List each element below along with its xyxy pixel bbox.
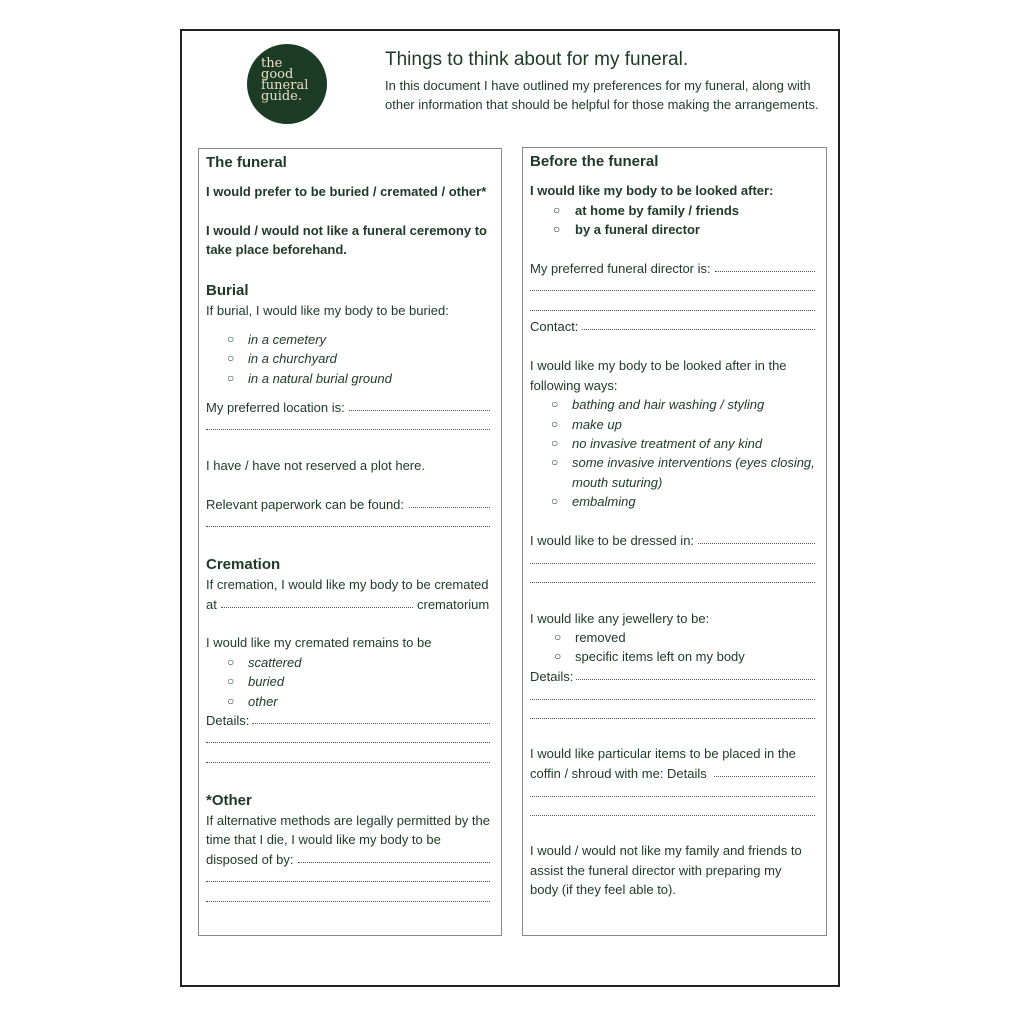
contact-field[interactable] [582,329,815,330]
director-label: My preferred funeral director is: [530,261,711,276]
burial-option-cemetery[interactable]: in a cemetery [248,332,327,347]
care-option-family[interactable]: at home by family / friends [575,203,739,218]
radio-circle-icon[interactable]: ○ [551,417,559,431]
contact-label: Contact: [530,319,579,334]
ways-option-some-invasive-cont: mouth suturing) [572,475,663,490]
disposal-preference[interactable]: I would prefer to be buried / cremated / other* [206,184,487,199]
ways-option-bathing[interactable]: bathing and hair washing / styling [572,397,765,412]
dressed-label: I would like to be dressed in: [530,533,695,548]
jewellery-details-field[interactable] [576,679,815,680]
paperwork-field-line2[interactable] [206,526,490,527]
assist-line3: body (if they feel able to). [530,882,676,897]
document-title: Things to think about for my funeral. [385,49,689,70]
cremation-details-line2[interactable] [206,742,490,743]
director-field-line2[interactable] [530,290,815,291]
radio-circle-icon[interactable]: ○ [227,371,235,385]
before-funeral-heading: Before the funeral [530,153,659,170]
director-field-line3[interactable] [530,310,815,311]
dressed-field-line2[interactable] [530,563,815,564]
dressed-field-line3[interactable] [530,582,815,583]
logo-line: the [261,56,283,71]
radio-circle-icon[interactable]: ○ [551,494,559,508]
radio-circle-icon[interactable]: ○ [551,455,559,469]
items-line1: I would like particular items to be placed in the [530,746,796,761]
dressed-field[interactable] [698,543,815,544]
ways-option-makeup[interactable]: make up [572,417,622,432]
jewellery-option-left[interactable]: specific items left on my body [575,649,745,664]
radio-circle-icon[interactable]: ○ [553,203,561,217]
document-subtitle: In this document I have outlined my preferences for my funeral, along with other information that should be helpful for those making the arrangements. [385,78,819,112]
logo-line: guide. [261,89,302,104]
ceremony-preference-line2: take place beforehand. [206,242,347,257]
items-details-field[interactable] [714,776,815,777]
remains-option-other[interactable]: other [248,694,278,709]
other-method-line2[interactable] [206,881,490,882]
crematorium-field[interactable] [221,607,413,608]
cremation-at-label: at [206,597,217,612]
jewellery-option-removed[interactable]: removed [575,630,626,645]
ways-line1: I would like my body to be looked after in the [530,358,787,373]
other-method-field[interactable] [298,862,490,863]
radio-circle-icon[interactable]: ○ [227,332,235,346]
items-details-line2[interactable] [530,796,815,797]
radio-circle-icon[interactable]: ○ [551,436,559,450]
cremation-details-field[interactable] [252,723,490,724]
other-line3: disposed of by: [206,852,294,867]
remains-intro: I would like my cremated remains to be [206,635,432,650]
radio-circle-icon[interactable]: ○ [227,351,235,365]
jewellery-details-line2[interactable] [530,699,815,700]
burial-option-natural[interactable]: in a natural burial ground [248,371,392,386]
radio-circle-icon[interactable]: ○ [553,222,561,236]
care-option-director[interactable]: by a funeral director [575,222,700,237]
cremation-intro: If cremation, I would like my body to be cremated [206,577,489,592]
other-heading: *Other [206,792,252,809]
other-line1: If alternative methods are legally permitted by the [206,813,490,828]
logo-text [261,58,308,102]
radio-circle-icon[interactable]: ○ [554,630,562,644]
burial-intro: If burial, I would like my body to be buried: [206,303,449,318]
ways-option-no-invasive[interactable]: no invasive treatment of any kind [572,436,763,451]
director-field[interactable] [715,271,815,272]
radio-circle-icon[interactable]: ○ [227,674,235,688]
radio-circle-icon[interactable]: ○ [554,649,562,663]
paperwork-label: Relevant paperwork can be found: [206,497,405,512]
ways-option-embalming[interactable]: embalming [572,494,636,509]
burial-heading: Burial [206,282,249,299]
ways-line2: following ways: [530,378,618,393]
radio-circle-icon[interactable]: ○ [227,655,235,669]
care-intro: I would like my body to be looked after: [530,183,774,198]
other-line2: time that I die, I would like my body to be [206,832,441,847]
location-field[interactable] [349,410,490,411]
other-method-line3[interactable] [206,901,490,902]
radio-circle-icon[interactable]: ○ [227,694,235,708]
cremation-heading: Cremation [206,556,281,573]
paperwork-field[interactable] [409,507,490,508]
jewellery-details-line3[interactable] [530,718,815,719]
remains-option-scattered[interactable]: scattered [248,655,302,670]
jewellery-details-label: Details: [530,669,574,684]
remains-option-buried[interactable]: buried [248,674,285,689]
cremation-details-line3[interactable] [206,762,490,763]
logo-line: good [261,67,294,82]
location-field-line2[interactable] [206,429,490,430]
jewellery-intro: I would like any jewellery to be: [530,611,710,626]
crematorium-label: crematorium [417,597,490,612]
items-line2: coffin / shroud with me: Details [530,766,707,781]
ways-option-some-invasive[interactable]: some invasive interventions (eyes closing, [572,455,815,470]
assist-line2: assist the funeral director with preparing my [530,863,782,878]
items-details-line3[interactable] [530,815,815,816]
funeral-heading: The funeral [206,154,287,171]
location-label: My preferred location is: [206,400,345,415]
burial-option-churchyard[interactable]: in a churchyard [248,351,337,366]
assist-line1[interactable]: I would / would not like my family and friends to [530,843,802,858]
ceremony-preference-line1[interactable]: I would / would not like a funeral ceremony to [206,223,487,238]
good-funeral-guide-logo [247,44,327,124]
plot-reserved[interactable]: I have / have not reserved a plot here. [206,458,425,473]
radio-circle-icon[interactable]: ○ [551,397,559,411]
cremation-details-label: Details: [206,713,250,728]
logo-line: funeral [261,78,309,93]
